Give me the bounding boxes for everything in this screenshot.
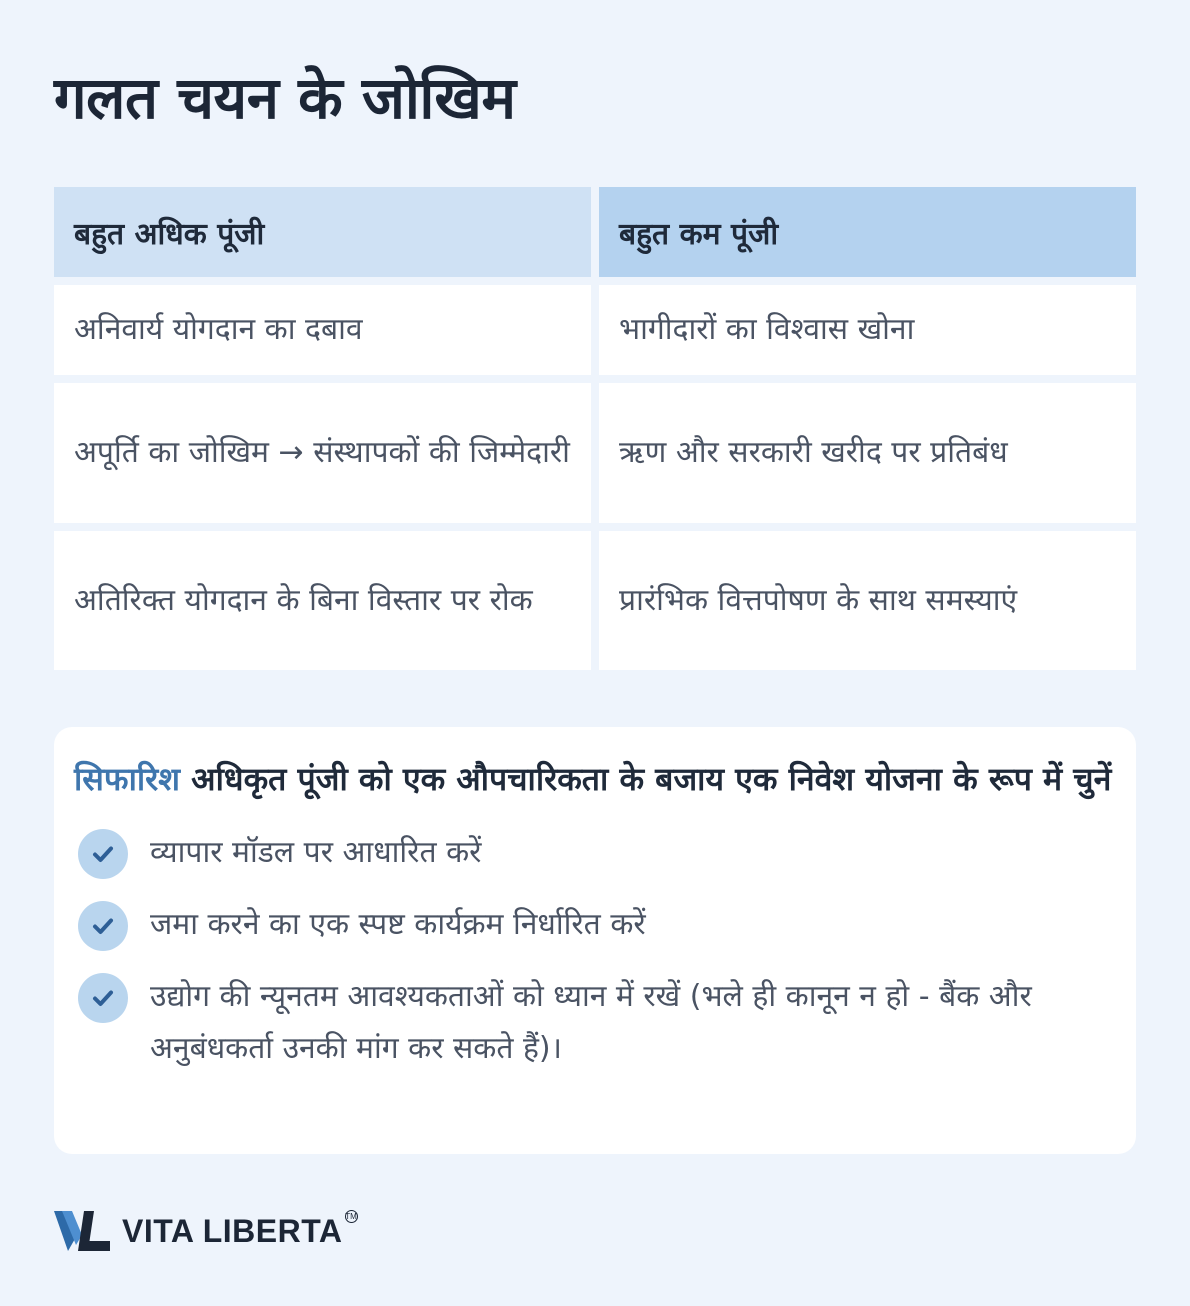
list-item bbox=[74, 899, 1116, 951]
table-cell: अतिरिक्त योगदान के बिना विस्तार पर रोक bbox=[54, 531, 591, 670]
table-cell: प्रारंभिक वित्तपोषण के साथ समस्याएं bbox=[599, 531, 1136, 670]
check-icon bbox=[78, 829, 128, 879]
list-item-text: उद्योग की न्यूनतम आवश्यकताओं को ध्यान में रखें (भले ही कानून न हो - बैंक और अनुबंधकर्ता उनकी मांग कर सकते हैं)। bbox=[150, 979, 1032, 1066]
page-title: गलत चयन के जोखिम bbox=[54, 64, 516, 132]
list-item bbox=[74, 827, 1116, 879]
list-item-text: व्यापार मॉडल पर आधारित करें bbox=[150, 835, 482, 870]
list-item bbox=[74, 971, 1116, 1075]
recommendation-text: अधिकृत पूंजी को एक औपचारिकता के बजाय एक निवेश योजना के रूप में चुनें bbox=[191, 760, 1112, 798]
check-icon bbox=[78, 901, 128, 951]
column-header-too-much-capital: बहुत अधिक पूंजी bbox=[54, 187, 591, 277]
list-item-text: जमा करने का एक स्पष्ट कार्यक्रम निर्धारित करें bbox=[150, 907, 646, 942]
recommendation-heading bbox=[74, 751, 1116, 807]
trademark-symbol: TM bbox=[345, 1212, 357, 1221]
recommendation-card bbox=[54, 727, 1136, 1154]
recommendation-label: सिफारिश bbox=[74, 760, 181, 798]
comparison-table bbox=[54, 187, 1136, 670]
table-cell: अनिवार्य योगदान का दबाव bbox=[54, 285, 591, 375]
recommendation-list bbox=[74, 827, 1116, 1075]
table-cell: ऋण और सरकारी खरीद पर प्रतिबंध bbox=[599, 383, 1136, 523]
logo-mark-icon bbox=[54, 1211, 110, 1251]
check-icon bbox=[78, 973, 128, 1023]
brand-name: VITA LIBERTA bbox=[122, 1212, 343, 1249]
table-cell: अपूर्ति का जोखिम → संस्थापकों की जिम्मेदारी bbox=[54, 383, 591, 523]
brand-logo bbox=[54, 1208, 358, 1254]
column-header-too-little-capital: बहुत कम पूंजी bbox=[599, 187, 1136, 277]
table-cell: भागीदारों का विश्वास खोना bbox=[599, 285, 1136, 375]
